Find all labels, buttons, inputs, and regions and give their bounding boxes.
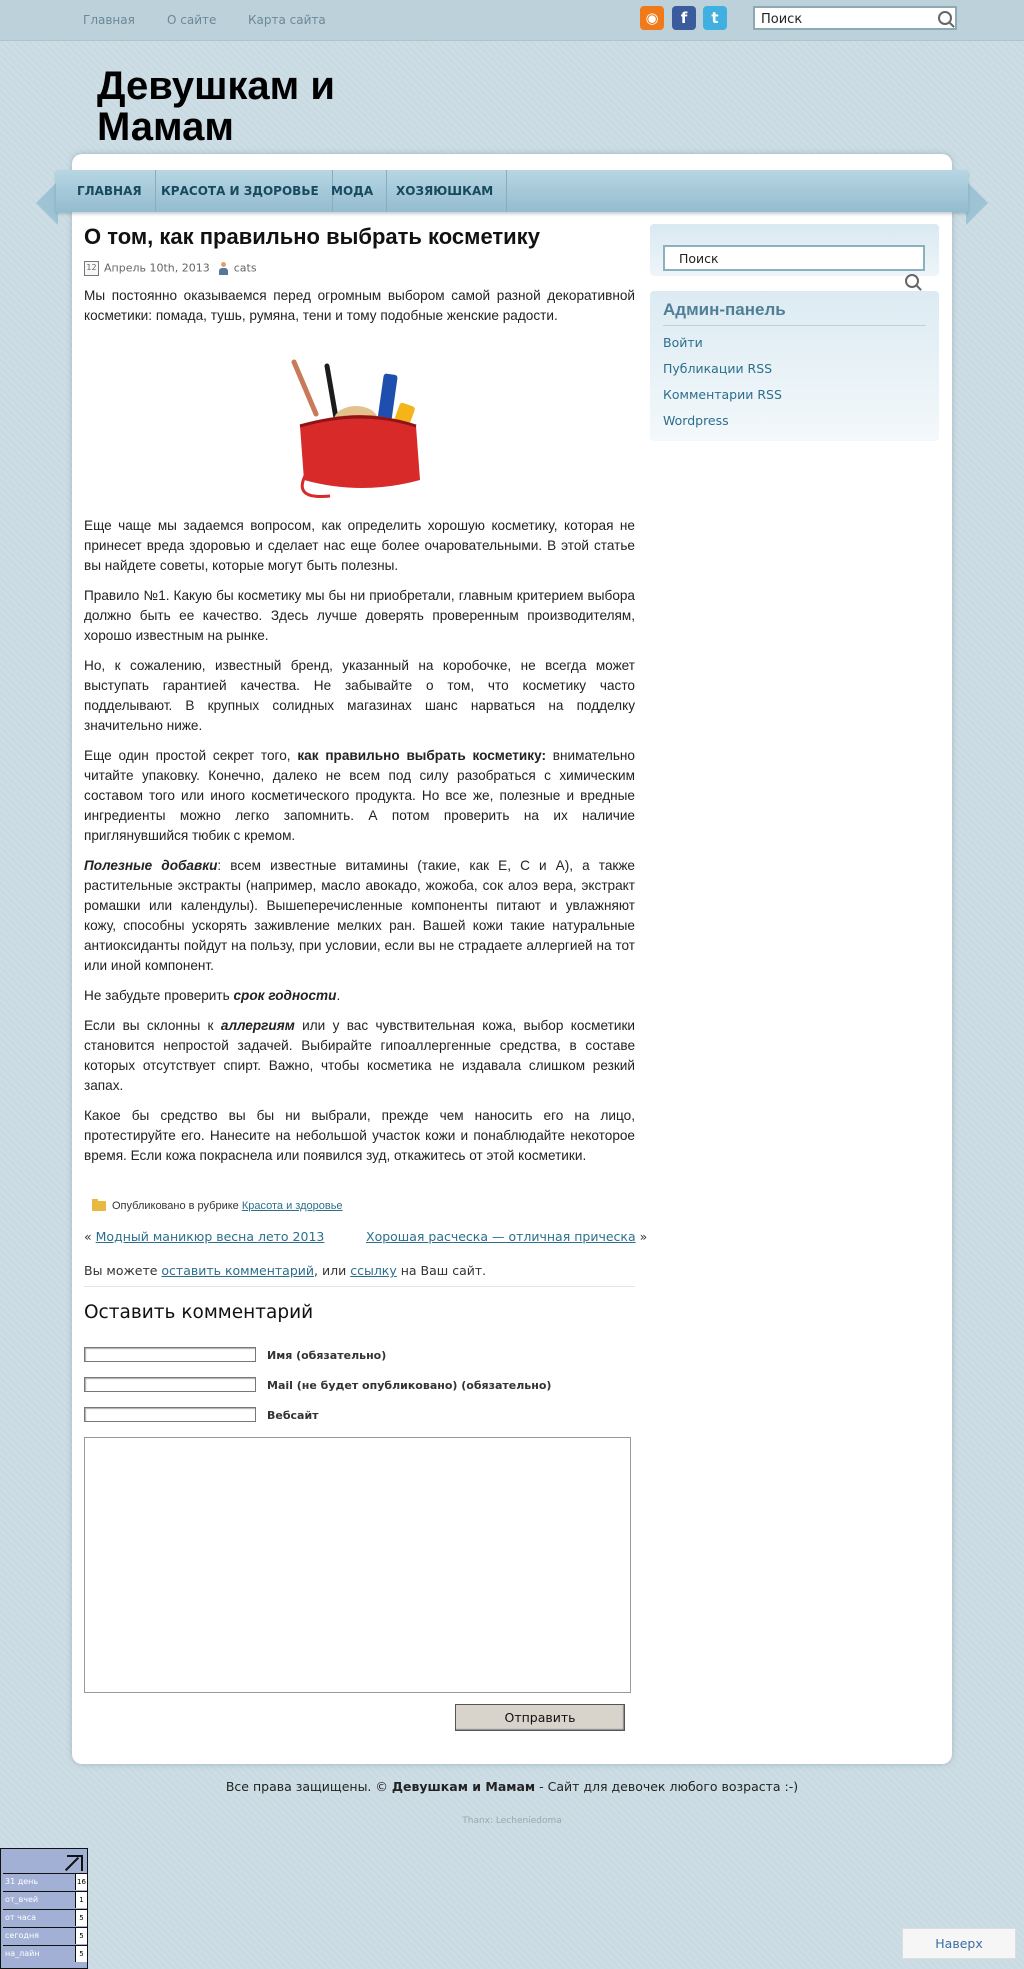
leave-comment-link[interactable]: оставить комментарий [161,1263,315,1278]
top-search-box [753,6,957,30]
footer-thanx: Thanx: Lecheniedoma [462,1816,562,1826]
calendar-icon: 12 [84,261,99,276]
next-post-nav [366,1229,647,1244]
counter-row-label: на_лайн [5,1949,40,1958]
p5-text-post: внимательно читайте упаковку. Конечно, далеко не всем под силу разобраться с химическим составом того или иного косметического продукта. Но все же, полезные и вредные ингредиенты можно легко запомнить. А потом проверить на их наличие приглянувшийся тюбик с кремом. [84,748,635,843]
ribbon-left-tail [36,181,58,225]
counter-row-label: от часа [5,1913,37,1922]
back-to-top-button[interactable]: Наверх [902,1928,1016,1959]
sidebar-link-comments-rss[interactable]: Комментарии RSS [663,387,782,402]
counter-row [3,1909,87,1926]
trackback-link[interactable]: ссылку [350,1263,397,1278]
post-author: cats [233,261,257,275]
sidebar-search-input[interactable] [665,247,923,269]
top-search-input[interactable] [755,10,937,30]
nav-item-fashion[interactable]: МОДА [318,170,387,212]
nav-item-home[interactable]: ГЛАВНАЯ [64,170,156,212]
post-paragraph-2: Еще чаще мы задаемся вопросом, как определить хорошую косметику, которая не принесет вреда здоровью и сделает нас еще более очаровательными. В этой статье вы найдете советы, которые могут быть полезны. [84,518,635,573]
post-paragraph-4: Но, к сожалению, известный бренд, указанный на коробочке, не всегда может выступать гарантией качества. Не забывайте о том, что косметику часто подделывают. В крупных солидных магазинах шанс нарваться на подделку значительно ниже. [84,658,635,733]
counter-row-label: 31 день [5,1877,39,1886]
comment-textarea[interactable] [84,1437,631,1693]
p8-bold-italic: аллергиям [220,1018,295,1033]
p7-text-pre: Не забудьте проверить [84,988,234,1003]
facebook-icon[interactable]: f [672,6,696,30]
post-paragraph-1: Мы постоянно оказываемся перед огромным выбором самой разной декоративной косметики: помада, тушь, румяна, тени и тому подобные женские радости. [84,288,635,323]
p8-text-pre: Если вы склонны к [84,1018,221,1033]
rss-icon[interactable]: ◉ [640,6,664,30]
counter-row [3,1945,87,1962]
note-text-mid: , или [314,1263,351,1278]
admin-panel-title: Админ-панель [663,300,786,319]
sidebar-link-wordpress[interactable]: Wordpress [663,413,729,428]
post-paragraph-7 [84,986,635,1006]
p5-text-pre: Еще один простой секрет того, [84,748,298,763]
topnav-home-link[interactable]: Главная [83,13,135,27]
twitter-icon[interactable]: t [703,6,727,30]
counter-row [3,1927,87,1944]
arrow-icon [67,1855,83,1871]
counter-row-value: 1 [75,1892,87,1908]
author-icon [218,262,229,275]
post-paragraph-3: Правило №1. Какую бы косметику мы бы ни приобретали, главным критерием выбора должно быть ее качество. Здесь лучше доверять проверенным производителям, хорошо известным на рынке. [84,588,635,643]
category-line [92,1200,343,1212]
next-post-link[interactable]: Хорошая расческа — отличная прическа [366,1229,636,1244]
comment-note [84,1263,486,1278]
prev-post-link[interactable]: Модный маникюр весна лето 2013 [95,1229,325,1244]
prev-post-nav [84,1229,324,1244]
post-paragraph-9: Какое бы средство вы бы ни выбрали, прежде чем наносить его на лицо, протестируйте его. Нанесите на небольшой участок кожи и понаблюдайте некоторое время. Если кожа покраснела или появился зуд, откажитесь от этой косметики. [84,1108,635,1163]
top-bar [0,0,1024,41]
note-text-pre: Вы можете [84,1263,162,1278]
visitor-counter[interactable] [0,1848,88,1969]
counter-row [3,1873,87,1890]
ribbon-right-tail [966,181,988,225]
name-field[interactable] [84,1347,256,1362]
website-label: Вебсайт [267,1409,319,1422]
post-paragraph-6 [84,856,635,976]
counter-row-label: сегодня [5,1931,39,1940]
sidebar-search-icon[interactable] [905,274,919,288]
counter-row-value: 5 [75,1910,87,1926]
folder-icon [92,1201,106,1211]
post-date: Апрель 10th, 2013 [104,261,210,275]
admin-panel-rule [663,325,926,326]
topnav-about-link[interactable]: О сайте [167,13,217,27]
post-title[interactable]: О том, как правильно выбрать косметику [84,224,540,249]
cosmetics-bag-image [284,356,439,504]
footer-site-name: Девушкам и Мамам [391,1779,536,1794]
website-field[interactable] [84,1407,256,1422]
sidebar-search-box [663,245,925,271]
email-field[interactable] [84,1377,256,1392]
divider [84,1286,635,1287]
main-nav [56,170,968,212]
counter-row-value: 16 [75,1874,87,1890]
counter-row [3,1891,87,1908]
comment-form-heading: Оставить комментарий [84,1302,314,1323]
note-text-post: на Ваш сайт. [396,1263,487,1278]
prev-arrow: « [84,1229,92,1244]
next-arrow: » [639,1229,648,1244]
name-label: Имя (обязательно) [267,1349,387,1362]
site-title[interactable]: Девушкам и Мамам [97,64,335,149]
footer-text-pre: Все права защищены. © [225,1779,392,1794]
submit-button[interactable]: Отправить [455,1704,625,1731]
nav-item-housewives[interactable]: ХОЗЯЮШКАМ [383,170,507,212]
p8-text-post: или у вас чувствительная кожа, выбор косметики становится непростой задачей. Выбирайте гипоаллергенные средства, в составе которых отсутствует спирт. Важно, чтобы косметика не издавала слишком резкий запах. [84,1018,635,1093]
footer-text-post: - Сайт для девочек любого возраста :-) [535,1779,799,1794]
footer-copyright [0,1779,1024,1794]
post-paragraph-8 [84,1016,635,1096]
counter-row-value: 5 [75,1928,87,1944]
post-paragraph-5 [84,746,635,846]
p5-bold: как правильно выбрать косметику: [297,748,546,763]
sidebar-link-posts-rss[interactable]: Публикации RSS [663,361,773,376]
category-link[interactable]: Красота и здоровье [241,1200,343,1212]
nav-item-beauty-health[interactable]: КРАСОТА И ЗДОРОВЬЕ [148,170,333,212]
p6-bold-italic: Полезные добавки [84,858,218,873]
email-label: Mail (не будет опубликовано) (обязательно) [267,1379,552,1392]
counter-row-value: 5 [75,1946,87,1962]
post-meta [84,261,257,276]
search-icon[interactable] [938,11,952,25]
p7-text-post: . [336,988,341,1003]
p6-text-post: : всем известные витамины (такие, как Е, С и А), а также растительные экстракты (например, масло авокадо, жожоба, сок алоэ вера, экстракт ромашки или календулы). Вышеперечисленные компоненты питают и увлажняют кожу, способны ускорять заживление мелких ран. Вашей кожи такие натуральные антиоксиданты пойдут на пользу, при условии, если вы не страдаете аллергией на тот или иной компонент. [84,858,635,973]
p7-bold-italic: срок годности [233,988,337,1003]
sidebar-link-login[interactable]: Войти [663,335,703,350]
category-label: Опубликовано в рубрике [112,1200,239,1212]
counter-row-label: от_вчей [5,1895,39,1904]
topnav-sitemap-link[interactable]: Карта сайта [248,13,326,27]
